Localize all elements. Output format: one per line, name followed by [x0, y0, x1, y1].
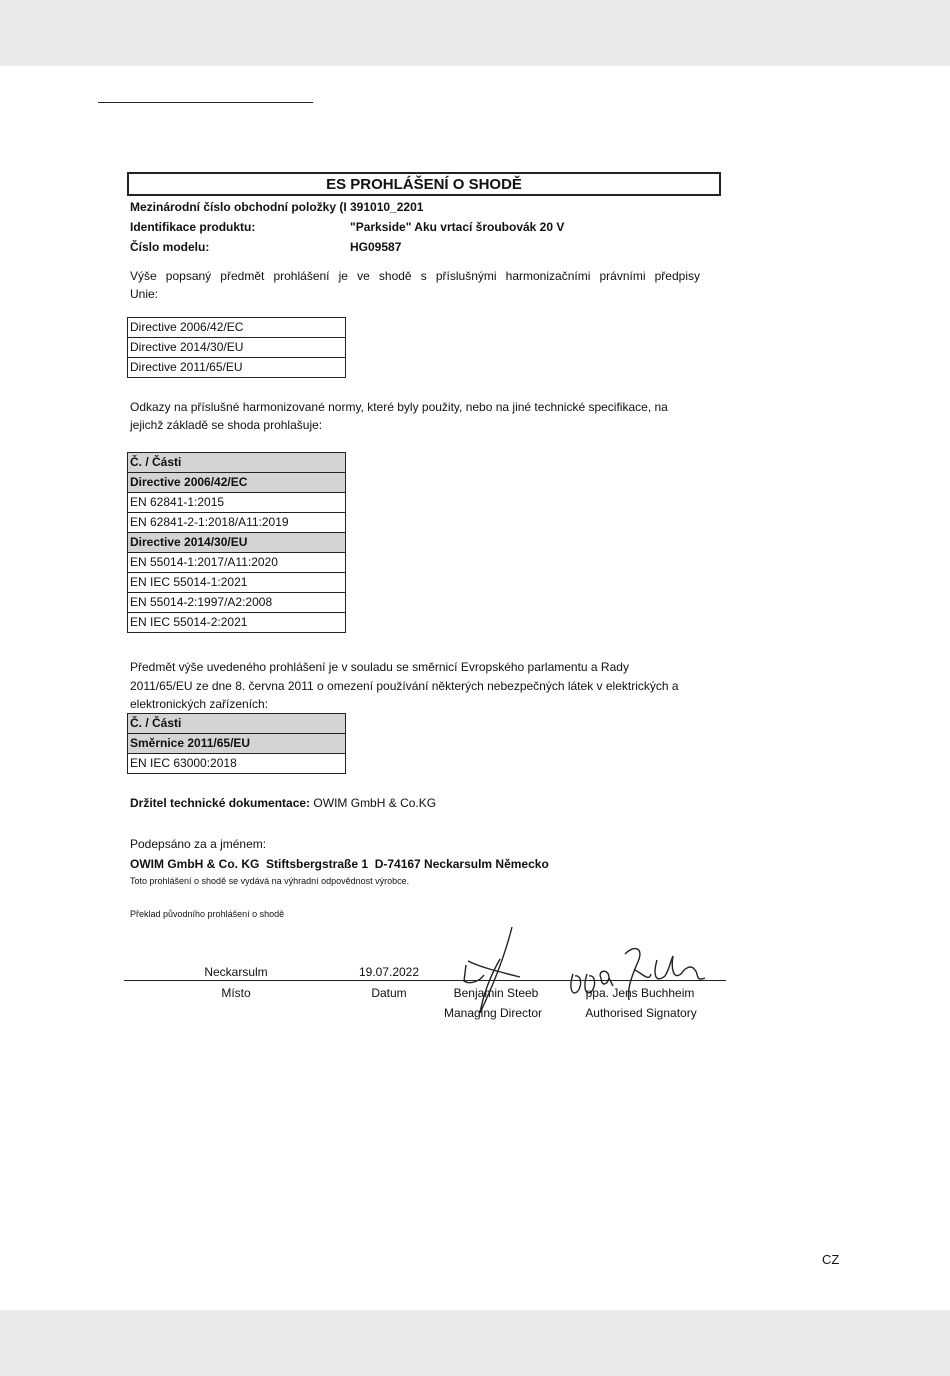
directive-cell: Directive 2014/30/EU: [128, 338, 346, 358]
rohs-table: [127, 713, 346, 774]
directives-table: [127, 317, 346, 378]
table-cell: EN IEC 55014-1:2021: [128, 573, 346, 593]
table-row: [128, 613, 346, 633]
table-row: [128, 714, 346, 734]
responsibility-note: Toto prohlášení o shodě se vydává na výhradní odpovědnost výrobce.: [130, 876, 410, 886]
holder-value: OWIM GmbH & Co.KG: [313, 796, 437, 810]
rohs-text-line3: elektronických zařízeních:: [130, 697, 269, 711]
table-cell: EN 55014-1:2017/A11:2020: [128, 553, 346, 573]
table-row: [128, 573, 346, 593]
table-row: [128, 473, 346, 493]
product-value: "Parkside" Aku vrtací šroubovák 20 V: [350, 220, 565, 234]
table-cell: EN IEC 55014-2:2021: [128, 613, 346, 633]
standards-intro-line2: jejichž základě se shoda prohlašuje:: [130, 418, 323, 432]
page-language: CZ: [822, 1252, 840, 1267]
table-row: [128, 754, 346, 774]
top-rule: [98, 102, 313, 103]
signer1-name: Benjamin Steeb: [453, 986, 539, 1000]
table-header-cell: Směrnice 2011/65/EU: [128, 734, 346, 754]
table-header-cell: Č. / Části: [128, 453, 346, 473]
signed-for: Podepsáno za a jménem:: [130, 837, 267, 851]
holder-label: Držitel technické dokumentace:: [130, 796, 311, 810]
model-value: HG09587: [350, 240, 402, 254]
table-cell: EN 62841-2-1:2018/A11:2019: [128, 513, 346, 533]
rohs-text-line2: 2011/65/EU ze dne 8. června 2011 o omezení používání některých nebezpečných látek v elektrických a: [130, 679, 679, 693]
table-header-cell: Č. / Části: [128, 714, 346, 734]
signer1-role: Managing Director: [443, 1006, 543, 1020]
table-header-cell: Directive 2006/42/EC: [128, 473, 346, 493]
table-header-cell: Directive 2014/30/EU: [128, 533, 346, 553]
company-address: OWIM GmbH & Co. KG Stiftsbergstraße 1 D-74167 Neckarsulm Německo: [130, 857, 549, 871]
table-row: [128, 734, 346, 754]
model-label: Číslo modelu:: [130, 240, 210, 254]
table-row: [128, 493, 346, 513]
standards-table: [127, 452, 346, 633]
table-row: [128, 358, 346, 378]
product-label: Identifikace produktu:: [130, 220, 256, 234]
directive-cell: Directive 2006/42/EC: [128, 318, 346, 338]
table-row: [128, 318, 346, 338]
document-title: ES PROHLÁŠENÍ O SHODĚ: [127, 172, 721, 196]
table-row: [128, 338, 346, 358]
technical-holder: [130, 796, 436, 810]
signature-line: [124, 980, 726, 981]
table-cell: EN 55014-2:1997/A2:2008: [128, 593, 346, 613]
table-row: [128, 533, 346, 553]
table-row: [128, 593, 346, 613]
rohs-text-line1: Předmět výše uvedeného prohlášení je v souladu se směrnicí Evropského parlamentu a Rady: [130, 660, 629, 674]
intro-text-line1: Výše popsaný předmět prohlášení je ve shodě s příslušnými harmonizačními právními předpisy: [130, 269, 700, 283]
document-page: [0, 66, 950, 1310]
standards-intro-line1: Odkazy na příslušné harmonizované normy, které byly použity, nebo na jiné technické specifikace, na: [130, 400, 668, 414]
date-value: 19.07.2022: [358, 965, 420, 979]
table-cell: EN IEC 63000:2018: [128, 754, 346, 774]
translation-note: Překlad původního prohlášení o shodě: [130, 909, 285, 919]
place-label: Místo: [221, 986, 251, 1000]
signer2-name: ppa. Jens Buchheim: [585, 986, 695, 1000]
table-row: [128, 513, 346, 533]
signer2-role: Authorised Signatory: [585, 1006, 697, 1020]
place-value: Neckarsulm: [204, 965, 268, 979]
table-cell: EN 62841-1:2015: [128, 493, 346, 513]
intro-text-line2: Unie:: [130, 287, 159, 301]
directive-cell: Directive 2011/65/EU: [128, 358, 346, 378]
gtin-label: Mezinárodní číslo obchodní položky (I 391010_2201: [130, 200, 424, 214]
date-label: Datum: [371, 986, 407, 1000]
table-row: [128, 453, 346, 473]
table-row: [128, 553, 346, 573]
